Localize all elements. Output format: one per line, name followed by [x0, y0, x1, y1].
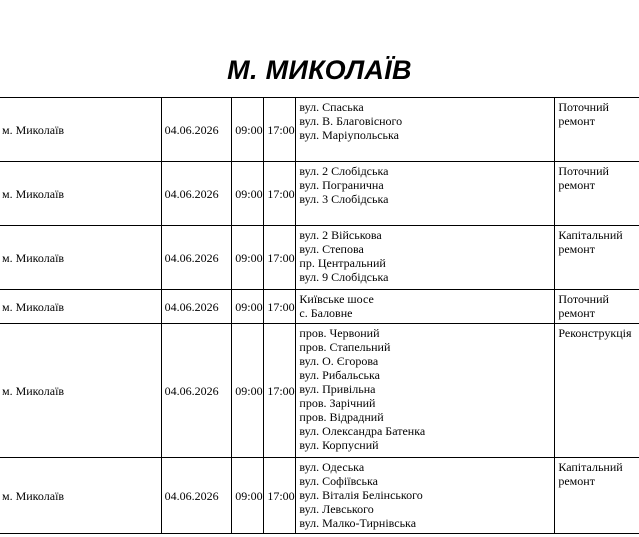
start-time-cell: 09:00 [232, 324, 264, 458]
work-type-cell: Капітальний ремонт [555, 226, 639, 290]
table-row [0, 290, 639, 324]
page-title: М. МИКОЛАЇВ [227, 55, 412, 85]
streets-cell [296, 290, 555, 324]
table-row [0, 458, 639, 534]
streets-cell [296, 226, 555, 290]
street-name: вул. 3 Слобідська [299, 192, 389, 206]
street-name: пров. Зарічний [299, 396, 376, 410]
street-name: вул. Маріупольська [299, 128, 399, 142]
street-name: пров. Відрадний [299, 410, 384, 424]
start-time-cell: 09:00 [232, 162, 264, 226]
table-row [0, 226, 639, 290]
street-name: пр. Центральний [299, 256, 386, 270]
city-cell: м. Миколаїв [0, 324, 161, 458]
city-cell: м. Миколаїв [0, 290, 161, 324]
street-name: вул. Левського [299, 502, 374, 516]
street-name: вул. 2 Слобідська [299, 164, 389, 178]
street-name: вул. Віталія Белінського [299, 488, 423, 502]
work-type-cell: Реконструкція [555, 324, 639, 458]
start-time-cell: 09:00 [232, 226, 264, 290]
end-time-cell: 17:00 [264, 324, 296, 458]
street-name: вул. Погранична [299, 178, 384, 192]
start-time-cell: 09:00 [232, 458, 264, 534]
streets-cell [296, 98, 555, 162]
street-name: вул. В. Благовісного [299, 114, 403, 128]
date-cell: 04.06.2026 [161, 162, 232, 226]
street-name: вул. Корпусний [299, 438, 379, 452]
street-name: вул. Степова [299, 242, 364, 256]
street-name: вул. Спаська [299, 100, 364, 114]
street-name: с. Баловне [299, 306, 353, 320]
table-body [0, 98, 639, 534]
streets-cell [296, 162, 555, 226]
table-row [0, 324, 639, 458]
street-name: вул. Одеська [299, 460, 365, 474]
date-cell: 04.06.2026 [161, 290, 232, 324]
streets-cell [296, 324, 555, 458]
street-name: вул. Рибальська [299, 368, 381, 382]
end-time-cell: 17:00 [264, 162, 296, 226]
street-name: пров. Стапельний [299, 340, 391, 354]
date-cell: 04.06.2026 [161, 226, 232, 290]
outage-schedule-table [0, 97, 639, 534]
street-name: вул. Олександра Батенка [299, 424, 426, 438]
start-time-cell: 09:00 [232, 290, 264, 324]
start-time-cell: 09:00 [232, 98, 264, 162]
street-name: вул. Привільна [299, 382, 376, 396]
street-name: Київське шосе [299, 292, 374, 306]
city-cell: м. Миколаїв [0, 458, 161, 534]
city-cell: м. Миколаїв [0, 226, 161, 290]
street-name: вул. О. Єгорова [299, 354, 379, 368]
street-name: вул. Софіївська [299, 474, 378, 488]
date-cell: 04.06.2026 [161, 458, 232, 534]
date-cell: 04.06.2026 [161, 324, 232, 458]
streets-cell [296, 458, 555, 534]
table-row [0, 162, 639, 226]
work-type-cell: Поточний ремонт [555, 290, 639, 324]
street-name: пров. Червоний [299, 326, 380, 340]
work-type-cell: Поточний ремонт [555, 162, 639, 226]
street-name: вул. 9 Слобідська [299, 270, 389, 284]
street-name: вул. Малко-Тирнівська [299, 516, 417, 530]
table-row [0, 98, 639, 162]
end-time-cell: 17:00 [264, 458, 296, 534]
street-name: вул. 2 Військова [299, 228, 382, 242]
date-cell: 04.06.2026 [161, 98, 232, 162]
city-cell: м. Миколаїв [0, 98, 161, 162]
end-time-cell: 17:00 [264, 98, 296, 162]
end-time-cell: 17:00 [264, 290, 296, 324]
work-type-cell: Поточний ремонт [555, 98, 639, 162]
work-type-cell: Капітальний ремонт [555, 458, 639, 534]
end-time-cell: 17:00 [264, 226, 296, 290]
city-cell: м. Миколаїв [0, 162, 161, 226]
